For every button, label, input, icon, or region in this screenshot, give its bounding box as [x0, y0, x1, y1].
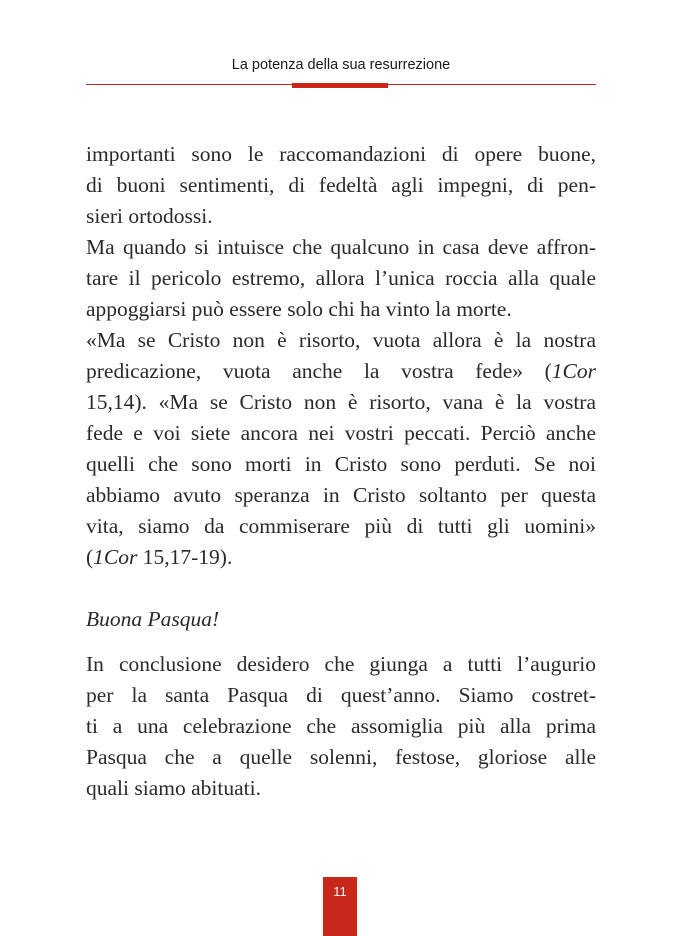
paragraph-1	[86, 139, 596, 232]
text-line: tare il pericolo estremo, allora l’unica roccia alla quale	[86, 266, 596, 290]
text-line: importanti sono le raccomandazioni di opere buone,	[86, 142, 596, 166]
running-head-title: La potenza della sua resurrezione	[231, 57, 451, 73]
section-heading	[86, 604, 596, 635]
text-line: appoggiarsi può essere solo chi ha vinto la morte.	[86, 297, 512, 321]
citation-italic: 1Cor	[551, 359, 596, 383]
text-line: In conclusione desidero che giunga a tutti l’augurio	[86, 652, 596, 676]
paragraph-2	[86, 232, 596, 325]
text-line: per la santa Pasqua di quest’anno. Siamo costret-	[86, 683, 596, 707]
paragraph-spacer	[86, 635, 596, 649]
text-line: Pasqua che a quelle solenni, festose, gloriose alle	[86, 745, 596, 769]
page-body	[86, 139, 596, 804]
page-number-tab	[323, 877, 357, 936]
text-line	[86, 542, 596, 573]
header-accent-bar	[292, 83, 388, 88]
text-line: quelli che sono morti in Cristo sono perduti. Se noi	[86, 452, 596, 476]
text-line: 15,14). «Ma se Cristo non è risorto, vana è la vostra	[86, 390, 596, 414]
citation-italic: 1Cor	[93, 545, 138, 569]
text-line: di buoni sentimenti, di fedeltà agli impegni, di pen-	[86, 173, 596, 197]
text-line	[86, 356, 596, 387]
text-line: vita, siamo da commiserare più di tutti gli uomini»	[86, 514, 596, 538]
text-fragment: 15,17-19).	[137, 545, 233, 569]
text-line: fede e voi siete ancora nei vostri peccati. Perciò anche	[86, 421, 596, 445]
text-line: ti a una celebrazione che assomiglia più alla prima	[86, 714, 596, 738]
text-line: Ma quando si intuisce che qualcuno in casa deve affron-	[86, 235, 596, 259]
text-fragment: predicazione, vuota anche la vostra fede» (	[86, 359, 552, 383]
text-line: «Ma se Cristo non è risorto, vuota allora è la nostra	[86, 328, 596, 352]
heading-text: Buona Pasqua!	[86, 607, 220, 631]
text-line: abbiamo avuto speranza in Cristo soltanto per questa	[86, 483, 596, 507]
page-number: 11	[333, 884, 347, 899]
text-line: quali siamo abituati.	[86, 776, 261, 800]
text-fragment: (	[86, 545, 94, 569]
text-line: sieri ortodossi.	[86, 204, 213, 228]
paragraph-spacer	[86, 573, 596, 604]
paragraph-3-quote	[86, 325, 596, 573]
paragraph-4	[86, 649, 596, 804]
